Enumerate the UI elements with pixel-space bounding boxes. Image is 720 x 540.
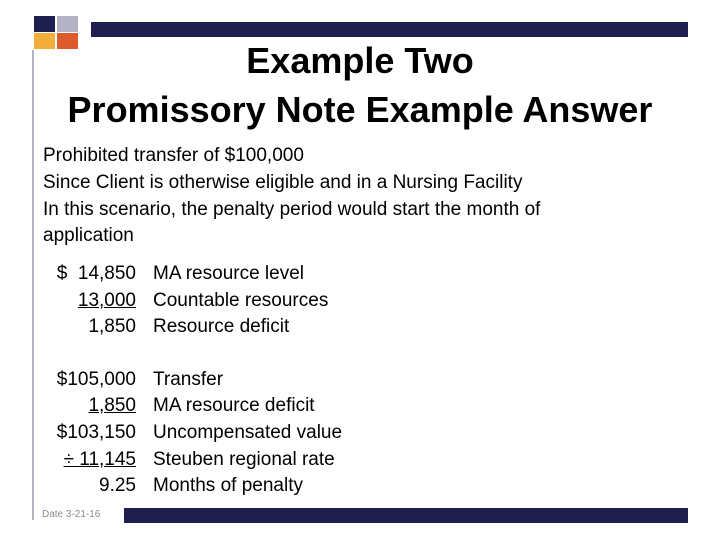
penalty-amount: 1,850 <box>88 395 136 416</box>
penalty-amount: $103,150 <box>56 422 136 443</box>
intro-line: application <box>43 225 134 246</box>
intro-line: Prohibited transfer of $100,000 <box>43 145 304 166</box>
penalty-label: Uncompensated value <box>153 422 343 443</box>
penalty-amount: 9.25 <box>99 475 136 496</box>
penalty-amount: $105,000 <box>56 369 136 390</box>
intro-line: In this scenario, the penalty period would start the month of <box>43 199 541 220</box>
slide-title-line-1: Example Two <box>246 40 474 81</box>
slide-title-line-2: Promissory Note Example Answer <box>67 89 653 130</box>
penalty-amount: ÷ 11,145 <box>63 449 136 470</box>
penalty-label: MA resource deficit <box>153 395 315 416</box>
resource-amount: 1,850 <box>88 316 136 337</box>
footer-bar <box>124 508 688 523</box>
resource-amount: 13,000 <box>77 290 136 311</box>
footer-date: Date 3-21-16 <box>42 509 101 520</box>
penalty-label: Steuben regional rate <box>153 449 335 470</box>
resource-label: MA resource level <box>153 263 305 284</box>
penalty-label: Months of penalty <box>153 475 303 496</box>
corner-square-navy <box>34 16 55 32</box>
resource-amount: $ 14,850 <box>56 263 136 284</box>
resource-label: Countable resources <box>153 290 329 311</box>
penalty-label: Transfer <box>153 369 224 390</box>
intro-line: Since Client is otherwise eligible and in a Nursing Facility <box>43 172 523 193</box>
corner-square-gray <box>57 16 78 32</box>
top-rule <box>91 22 688 37</box>
resource-label: Resource deficit <box>153 316 290 337</box>
